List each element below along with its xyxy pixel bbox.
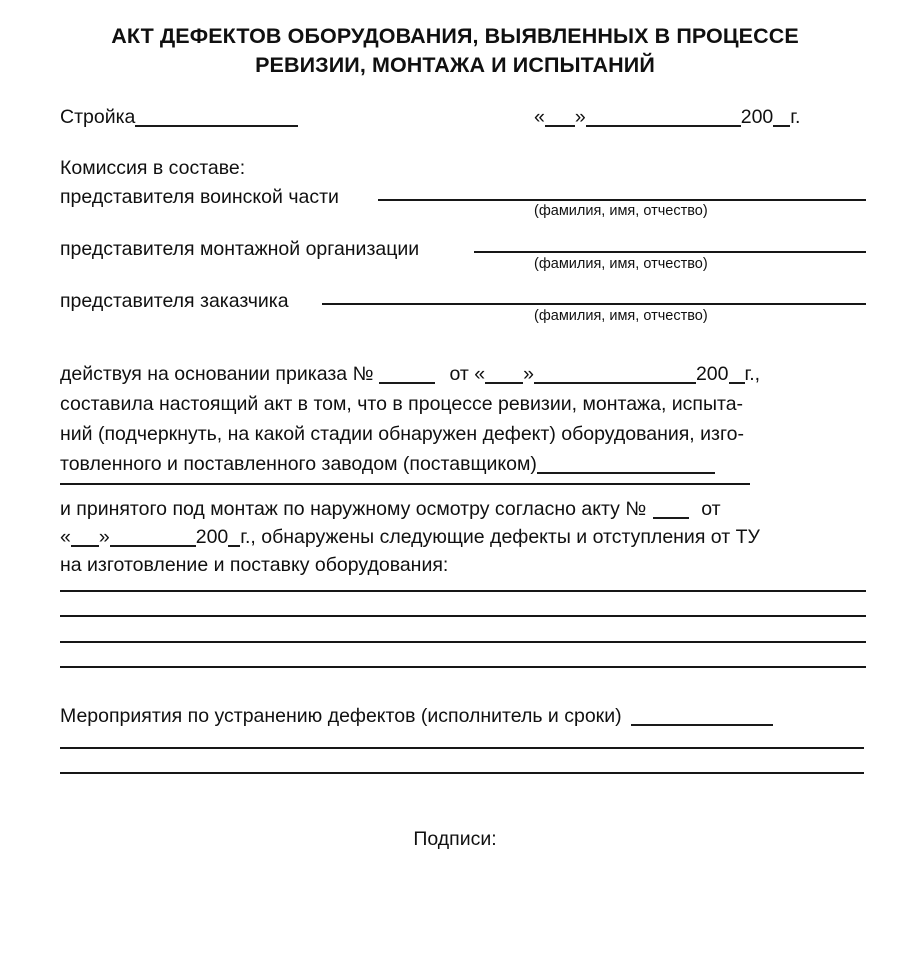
acceptance-year-input-line[interactable] [228, 531, 240, 547]
acceptance-day-input-line[interactable] [71, 531, 99, 547]
date-field-row [534, 104, 800, 130]
order-year-suffix: г., [744, 363, 761, 385]
acceptance-row-2 [60, 524, 760, 550]
order-from-label: от [449, 363, 469, 385]
date-year-prefix: 200 [740, 106, 774, 128]
defect-blank-line[interactable] [60, 590, 866, 592]
date-year-input-line[interactable] [773, 111, 790, 127]
date-day-input-line[interactable] [545, 111, 575, 127]
commission-member-2-input-line[interactable] [474, 251, 866, 253]
signatures-label: Подписи: [413, 828, 497, 850]
commission-member-1-caption: (фамилия, имя, отчество) [534, 203, 708, 219]
order-month-input-line[interactable] [534, 368, 696, 384]
manufacturer-field-row [60, 451, 715, 477]
site-label: Стройка [60, 106, 136, 128]
date-year-suffix: г. [790, 106, 801, 128]
acceptance-label: и принятого под монтаж по наружному осмотру согласно акту № [60, 498, 647, 520]
page-title-line-1: АКТ ДЕФЕКТОВ ОБОРУДОВАНИЯ, ВЫЯВЛЕННЫХ В ПРОЦЕССЕ [111, 24, 799, 48]
measures-input-line[interactable] [631, 710, 773, 726]
order-year-prefix: 200 [695, 363, 729, 385]
commission-member-2-caption: (фамилия, имя, отчество) [534, 256, 708, 272]
manufacturer-input-line[interactable] [537, 458, 715, 474]
measures-label: Мероприятия по устранению дефектов (исполнитель и сроки) [60, 705, 622, 727]
commission-member-2-label: представителя монтажной организации [60, 238, 420, 260]
manufacturer-continuation-line[interactable] [60, 483, 750, 485]
manufacturer-label: товленного и поставленного заводом (поставщиком) [60, 453, 537, 475]
site-field-row [60, 104, 298, 130]
acceptance-row-1 [60, 496, 721, 522]
defect-blank-line[interactable] [60, 666, 866, 668]
order-number-input-line[interactable] [379, 368, 435, 384]
acceptance-from-label: от [701, 498, 721, 520]
order-day-input-line[interactable] [485, 368, 523, 384]
measures-blank-line[interactable] [60, 772, 864, 774]
commission-member-3-input-line[interactable] [322, 303, 866, 305]
order-year-input-line[interactable] [729, 368, 745, 384]
page-title-line-2: РЕВИЗИИ, МОНТАЖА И ИСПЫТАНИЙ [255, 53, 655, 77]
commission-member-1-input-line[interactable] [378, 199, 866, 201]
commission-member-3-caption: (фамилия, имя, отчество) [534, 308, 708, 324]
acceptance-year-prefix: 200 [195, 526, 229, 548]
acceptance-row-3: на изготовление и поставку оборудования: [60, 554, 449, 576]
commission-member-1-label: представителя воинской части [60, 186, 339, 208]
measures-field-row [60, 703, 773, 729]
commission-member-3-label: представителя заказчика [60, 290, 289, 312]
acceptance-quote-close: » [98, 526, 110, 548]
date-quote-open: « [534, 106, 545, 128]
order-quote-open: « [474, 363, 486, 385]
date-month-input-line[interactable] [586, 111, 741, 127]
defect-blank-line[interactable] [60, 641, 866, 643]
date-quote-close: » [574, 106, 586, 128]
body-paragraph-line-2: составила настоящий акт в том, что в процессе ревизии, монтажа, испыта- [60, 393, 744, 415]
order-label: действуя на основании приказа № [60, 363, 374, 385]
measures-blank-line[interactable] [60, 747, 864, 749]
order-quote-close: » [523, 363, 534, 385]
page-title [75, 22, 835, 80]
site-input-line[interactable] [135, 111, 298, 127]
defect-blank-line[interactable] [60, 615, 866, 617]
body-paragraph-line-3: ний (подчеркнуть, на какой стадии обнаружен дефект) оборудования, изго- [60, 423, 744, 445]
order-reference-row [60, 361, 760, 387]
acceptance-month-input-line[interactable] [110, 531, 196, 547]
acceptance-quote-open: « [60, 526, 71, 548]
acceptance-act-number-input-line[interactable] [653, 503, 689, 519]
acceptance-rest: г., обнаружены следующие дефекты и отступления от ТУ [240, 526, 760, 548]
commission-intro: Комиссия в составе: [60, 157, 246, 179]
